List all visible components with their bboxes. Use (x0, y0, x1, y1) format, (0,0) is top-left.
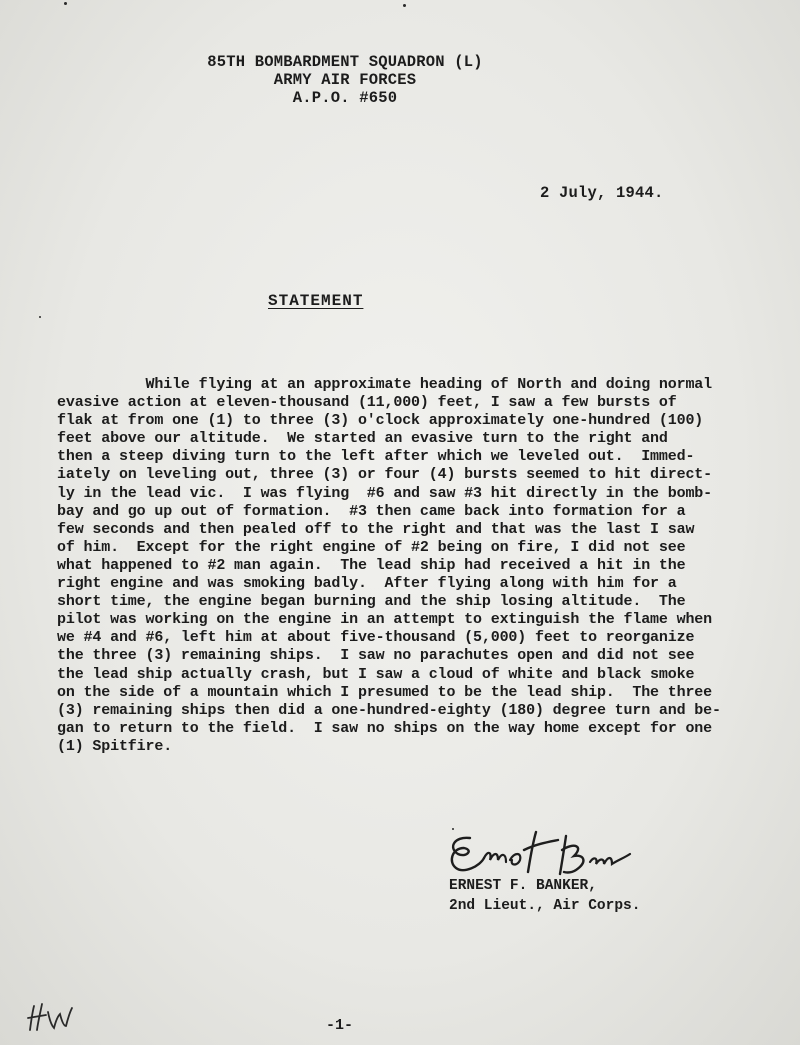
letterhead-branch: ARMY AIR FORCES (273, 71, 417, 89)
page-number: -1- (326, 1017, 354, 1034)
document-title: STATEMENT (268, 292, 364, 310)
body-line: then a steep diving turn to the left after which we leveled out. Immed- (57, 448, 695, 466)
paper-speck (64, 2, 67, 5)
body-line: we #4 and #6, left him at about five-thousand (5,000) feet to reorganize (57, 629, 695, 647)
signatory-name: ERNEST F. BANKER, (449, 878, 597, 894)
body-line: bay and go up out of formation. #3 then came back into formation for a (57, 502, 686, 520)
body-line: what happened to #2 man again. The lead ship had received a hit in the (57, 556, 686, 574)
body-line: few seconds and then pealed off to the right and that was the last I saw (57, 520, 695, 538)
body-line: the lead ship actually crash, but I saw a cloud of white and black smoke (57, 665, 695, 683)
letterhead-apo: A.P.O. #650 (292, 89, 398, 107)
statement-body (57, 376, 757, 756)
body-line: gan to return to the field. I saw no ships on the way home except for one (57, 719, 713, 737)
letterhead-unit: 85TH BOMBARDMENT SQUADRON (L) (207, 53, 483, 71)
signatory-rank: 2nd Lieut., Air Corps. (449, 898, 641, 914)
body-line: (3) remaining ships then did a one-hundred-eighty (180) degree turn and be- (57, 701, 721, 719)
body-line: While flying at an approximate heading of North and doing normal (57, 376, 713, 393)
body-line: evasive action at eleven-thousand (11,000) feet, I saw a few bursts of (57, 394, 677, 412)
paper-speck (39, 316, 41, 318)
document-date: 2 July, 1944. (540, 184, 664, 202)
body-line: ly in the lead vic. I was flying #6 and saw #3 hit directly in the bomb- (57, 484, 713, 502)
body-line: on the side of a mountain which I presumed to be the lead ship. The three (57, 683, 713, 701)
body-line: feet above our altitude. We started an evasive turn to the right and (57, 430, 668, 448)
body-line: pilot was working on the engine in an attempt to extinguish the flame when (57, 611, 713, 629)
body-line: of him. Except for the right engine of #2 being on fire, I did not see (57, 538, 686, 556)
body-line: right engine and was smoking badly. After flying along with him for a (57, 575, 677, 593)
handwritten-initials (26, 1000, 76, 1034)
letterhead (0, 53, 690, 107)
body-line: flak at from one (1) to three (3) o'clock approximately one-hundred (100) (57, 412, 704, 430)
body-line: iately on leveling out, three (3) or four (4) bursts seemed to hit direct- (57, 466, 713, 484)
body-line: (1) Spitfire. (57, 737, 173, 755)
paper-speck (403, 4, 406, 7)
body-line: short time, the engine began burning and the ship losing altitude. The (57, 593, 686, 611)
body-line: the three (3) remaining ships. I saw no parachutes open and did not see (57, 647, 695, 665)
